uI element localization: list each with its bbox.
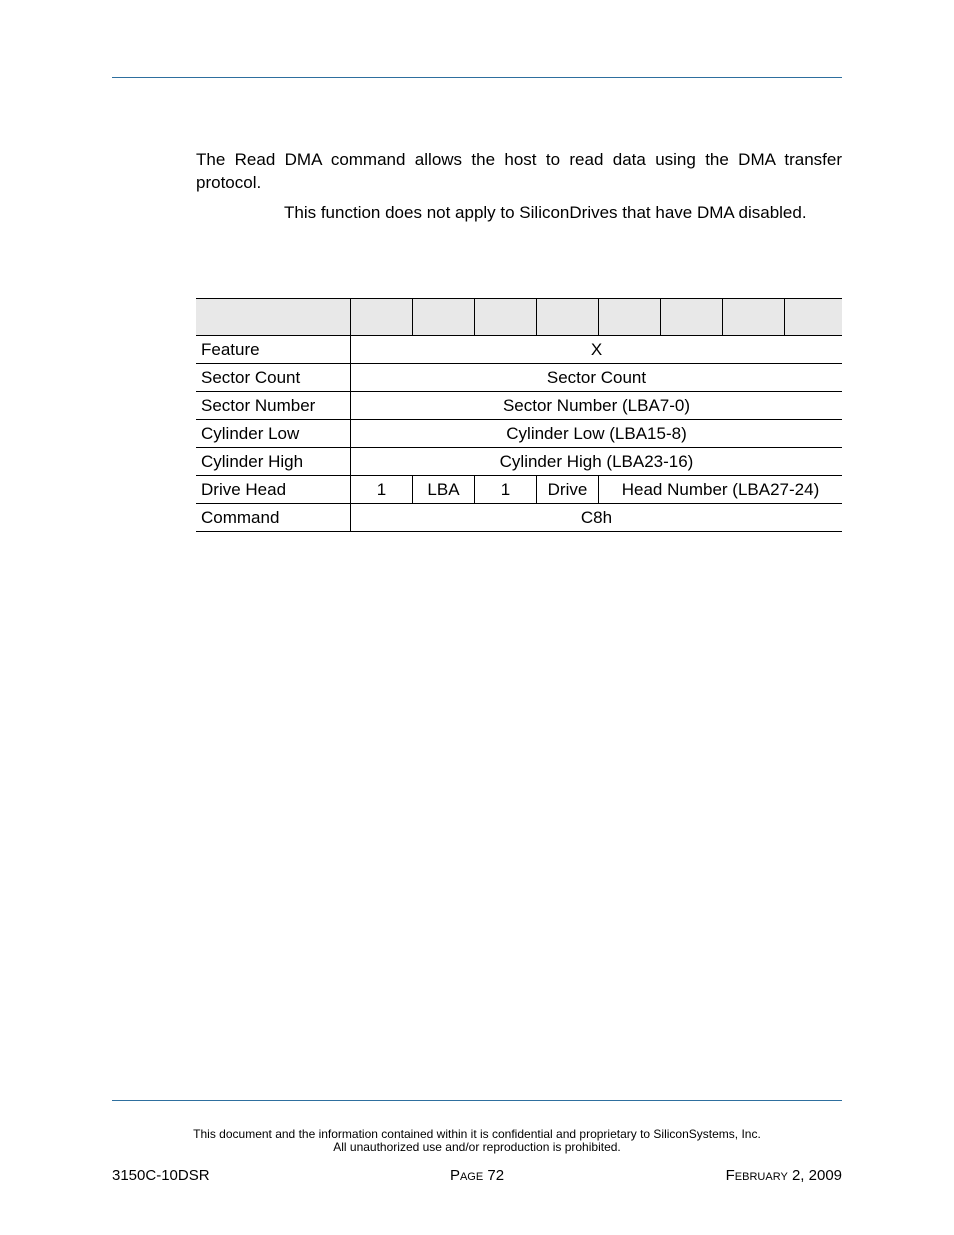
confidentiality-line-2: All unauthorized use and/or reproduction is prohibited.	[333, 1140, 621, 1154]
bit-7-value: 1	[351, 476, 413, 504]
register-value: X	[351, 336, 843, 364]
head-number-value: Head Number (LBA27-24)	[599, 476, 843, 504]
note-paragraph: This function does not apply to SiliconDrives that have DMA disabled.	[284, 203, 807, 222]
register-label: Cylinder High	[196, 448, 351, 476]
header-cell	[661, 299, 723, 336]
confidentiality-line-1: This document and the information contained within it is confidential and proprietary to SiliconSystems, Inc.	[193, 1127, 761, 1141]
header-cell	[351, 299, 413, 336]
header-cell	[475, 299, 537, 336]
intro-paragraph: The Read DMA command allows the host to read data using the DMA transfer protocol.	[196, 150, 842, 192]
table-row	[196, 364, 842, 392]
header-cell	[537, 299, 599, 336]
register-value: Cylinder Low (LBA15-8)	[351, 420, 843, 448]
header-cell	[785, 299, 843, 336]
register-value: C8h	[351, 504, 843, 532]
register-label: Cylinder Low	[196, 420, 351, 448]
bit-4-value: Drive	[537, 476, 599, 504]
page-number: Page 72	[449, 1167, 505, 1184]
register-table	[196, 298, 842, 532]
footer-rule	[112, 1100, 842, 1101]
table-row	[196, 392, 842, 420]
table-row	[196, 476, 842, 504]
header-cell	[196, 299, 351, 336]
register-label: Sector Count	[196, 364, 351, 392]
confidentiality-notice	[112, 1128, 842, 1154]
table-row	[196, 504, 842, 532]
table-header-row	[196, 299, 842, 336]
header-cell	[599, 299, 661, 336]
register-value: Sector Number (LBA7-0)	[351, 392, 843, 420]
header-cell	[413, 299, 475, 336]
register-value: Sector Count	[351, 364, 843, 392]
bit-6-value: LBA	[413, 476, 475, 504]
document-number: 3150C-10DSR	[112, 1167, 210, 1184]
table-row	[196, 336, 842, 364]
document-date: February 2, 2009	[725, 1167, 842, 1184]
register-label: Command	[196, 504, 351, 532]
table-row	[196, 448, 842, 476]
header-cell	[723, 299, 785, 336]
register-label: Feature	[196, 336, 351, 364]
header-rule	[112, 77, 842, 78]
bit-5-value: 1	[475, 476, 537, 504]
register-label: Drive Head	[196, 476, 351, 504]
register-label: Sector Number	[196, 392, 351, 420]
table-row	[196, 420, 842, 448]
register-value: Cylinder High (LBA23-16)	[351, 448, 843, 476]
